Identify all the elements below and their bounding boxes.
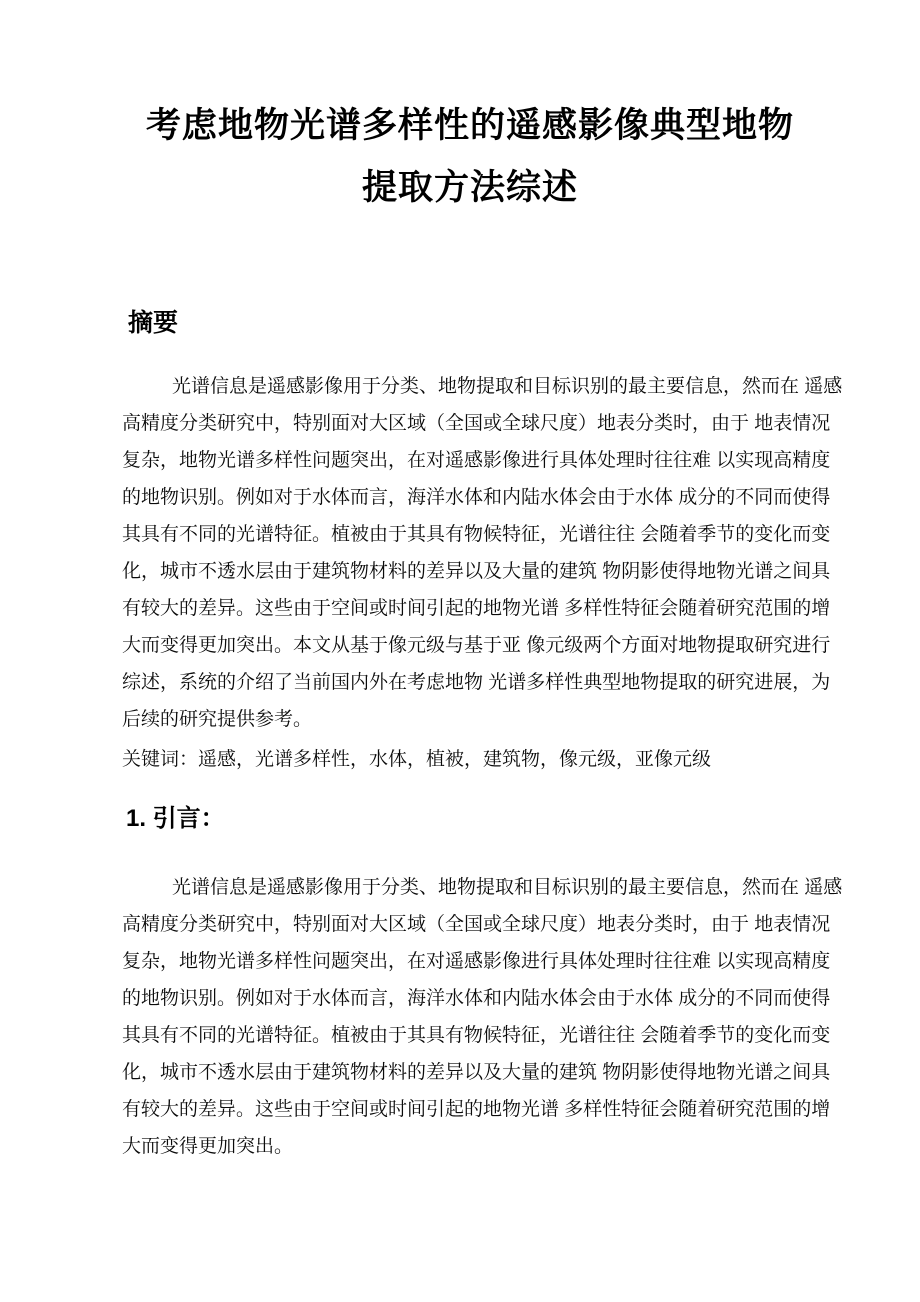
text-line: 高精度分类研究中，特别面对大区域（全国或全球尺度）地表分类时，由于 地表情况 bbox=[122, 413, 831, 434]
keywords-line: 关键词：遥感，光谱多样性，水体，植被，建筑物，像元级，亚像元级 bbox=[122, 749, 712, 770]
abstract-heading: 摘要 bbox=[128, 309, 179, 337]
text-line: 其具有不同的光谱特征。植被由于其具有物候特征，光谱往往 会随着季节的变化而变 bbox=[122, 1025, 831, 1046]
text-line: 复杂，地物光谱多样性问题突出，在对遥感影像进行具体处理时往往难 以实现高精度 bbox=[122, 951, 831, 972]
text-line: 高精度分类研究中，特别面对大区域（全国或全球尺度）地表分类时，由于 地表情况 bbox=[122, 914, 831, 935]
abstract-paragraph bbox=[122, 368, 843, 738]
page-title bbox=[122, 95, 818, 219]
page-title-line-1: 考虑地物光谱多样性的遥感影像典型地物 bbox=[145, 106, 794, 145]
text-line: 综述，系统的介绍了当前国内外在考虑地物 光谱多样性典型地物提取的研究进展，为 bbox=[122, 672, 831, 693]
text-line: 大而变得更加突出。 bbox=[122, 1136, 294, 1157]
text-line: 化，城市不透水层由于建筑物材料的差异以及大量的建筑 物阴影使得地物光谱之间具 bbox=[122, 561, 831, 582]
text-line: 的地物识别。例如对于水体而言，海洋水体和内陆水体会由于水体 成分的不同而使得 bbox=[122, 487, 831, 508]
text-line: 其具有不同的光谱特征。植被由于其具有物候特征，光谱往往 会随着季节的变化而变 bbox=[122, 524, 831, 545]
text-line: 有较大的差异。这些由于空间或时间引起的地物光谱 多样性特征会随着研究范围的增 bbox=[122, 598, 831, 619]
text-line: 复杂，地物光谱多样性问题突出，在对遥感影像进行具体处理时往往难 以实现高精度 bbox=[122, 450, 831, 471]
text-line: 光谱信息是遥感影像用于分类、地物提取和目标识别的最主要信息，然而在 遥感 bbox=[172, 376, 843, 397]
section-heading-introduction: 1. 引言： bbox=[126, 805, 225, 832]
page-title-line-2: 提取方法综述 bbox=[361, 168, 578, 207]
text-line: 化，城市不透水层由于建筑物材料的差异以及大量的建筑 物阴影使得地物光谱之间具 bbox=[122, 1062, 831, 1083]
text-line: 大而变得更加突出。本文从基于像元级与基于亚 像元级两个方面对地物提取研究进行 bbox=[122, 635, 831, 656]
text-line: 的地物识别。例如对于水体而言，海洋水体和内陆水体会由于水体 成分的不同而使得 bbox=[122, 988, 831, 1009]
text-line: 有较大的差异。这些由于空间或时间引起的地物光谱 多样性特征会随着研究范围的增 bbox=[122, 1099, 831, 1120]
text-line: 光谱信息是遥感影像用于分类、地物提取和目标识别的最主要信息，然而在 遥感 bbox=[172, 877, 843, 898]
introduction-paragraph bbox=[122, 869, 843, 1165]
text-line: 后续的研究提供参考。 bbox=[122, 709, 313, 730]
